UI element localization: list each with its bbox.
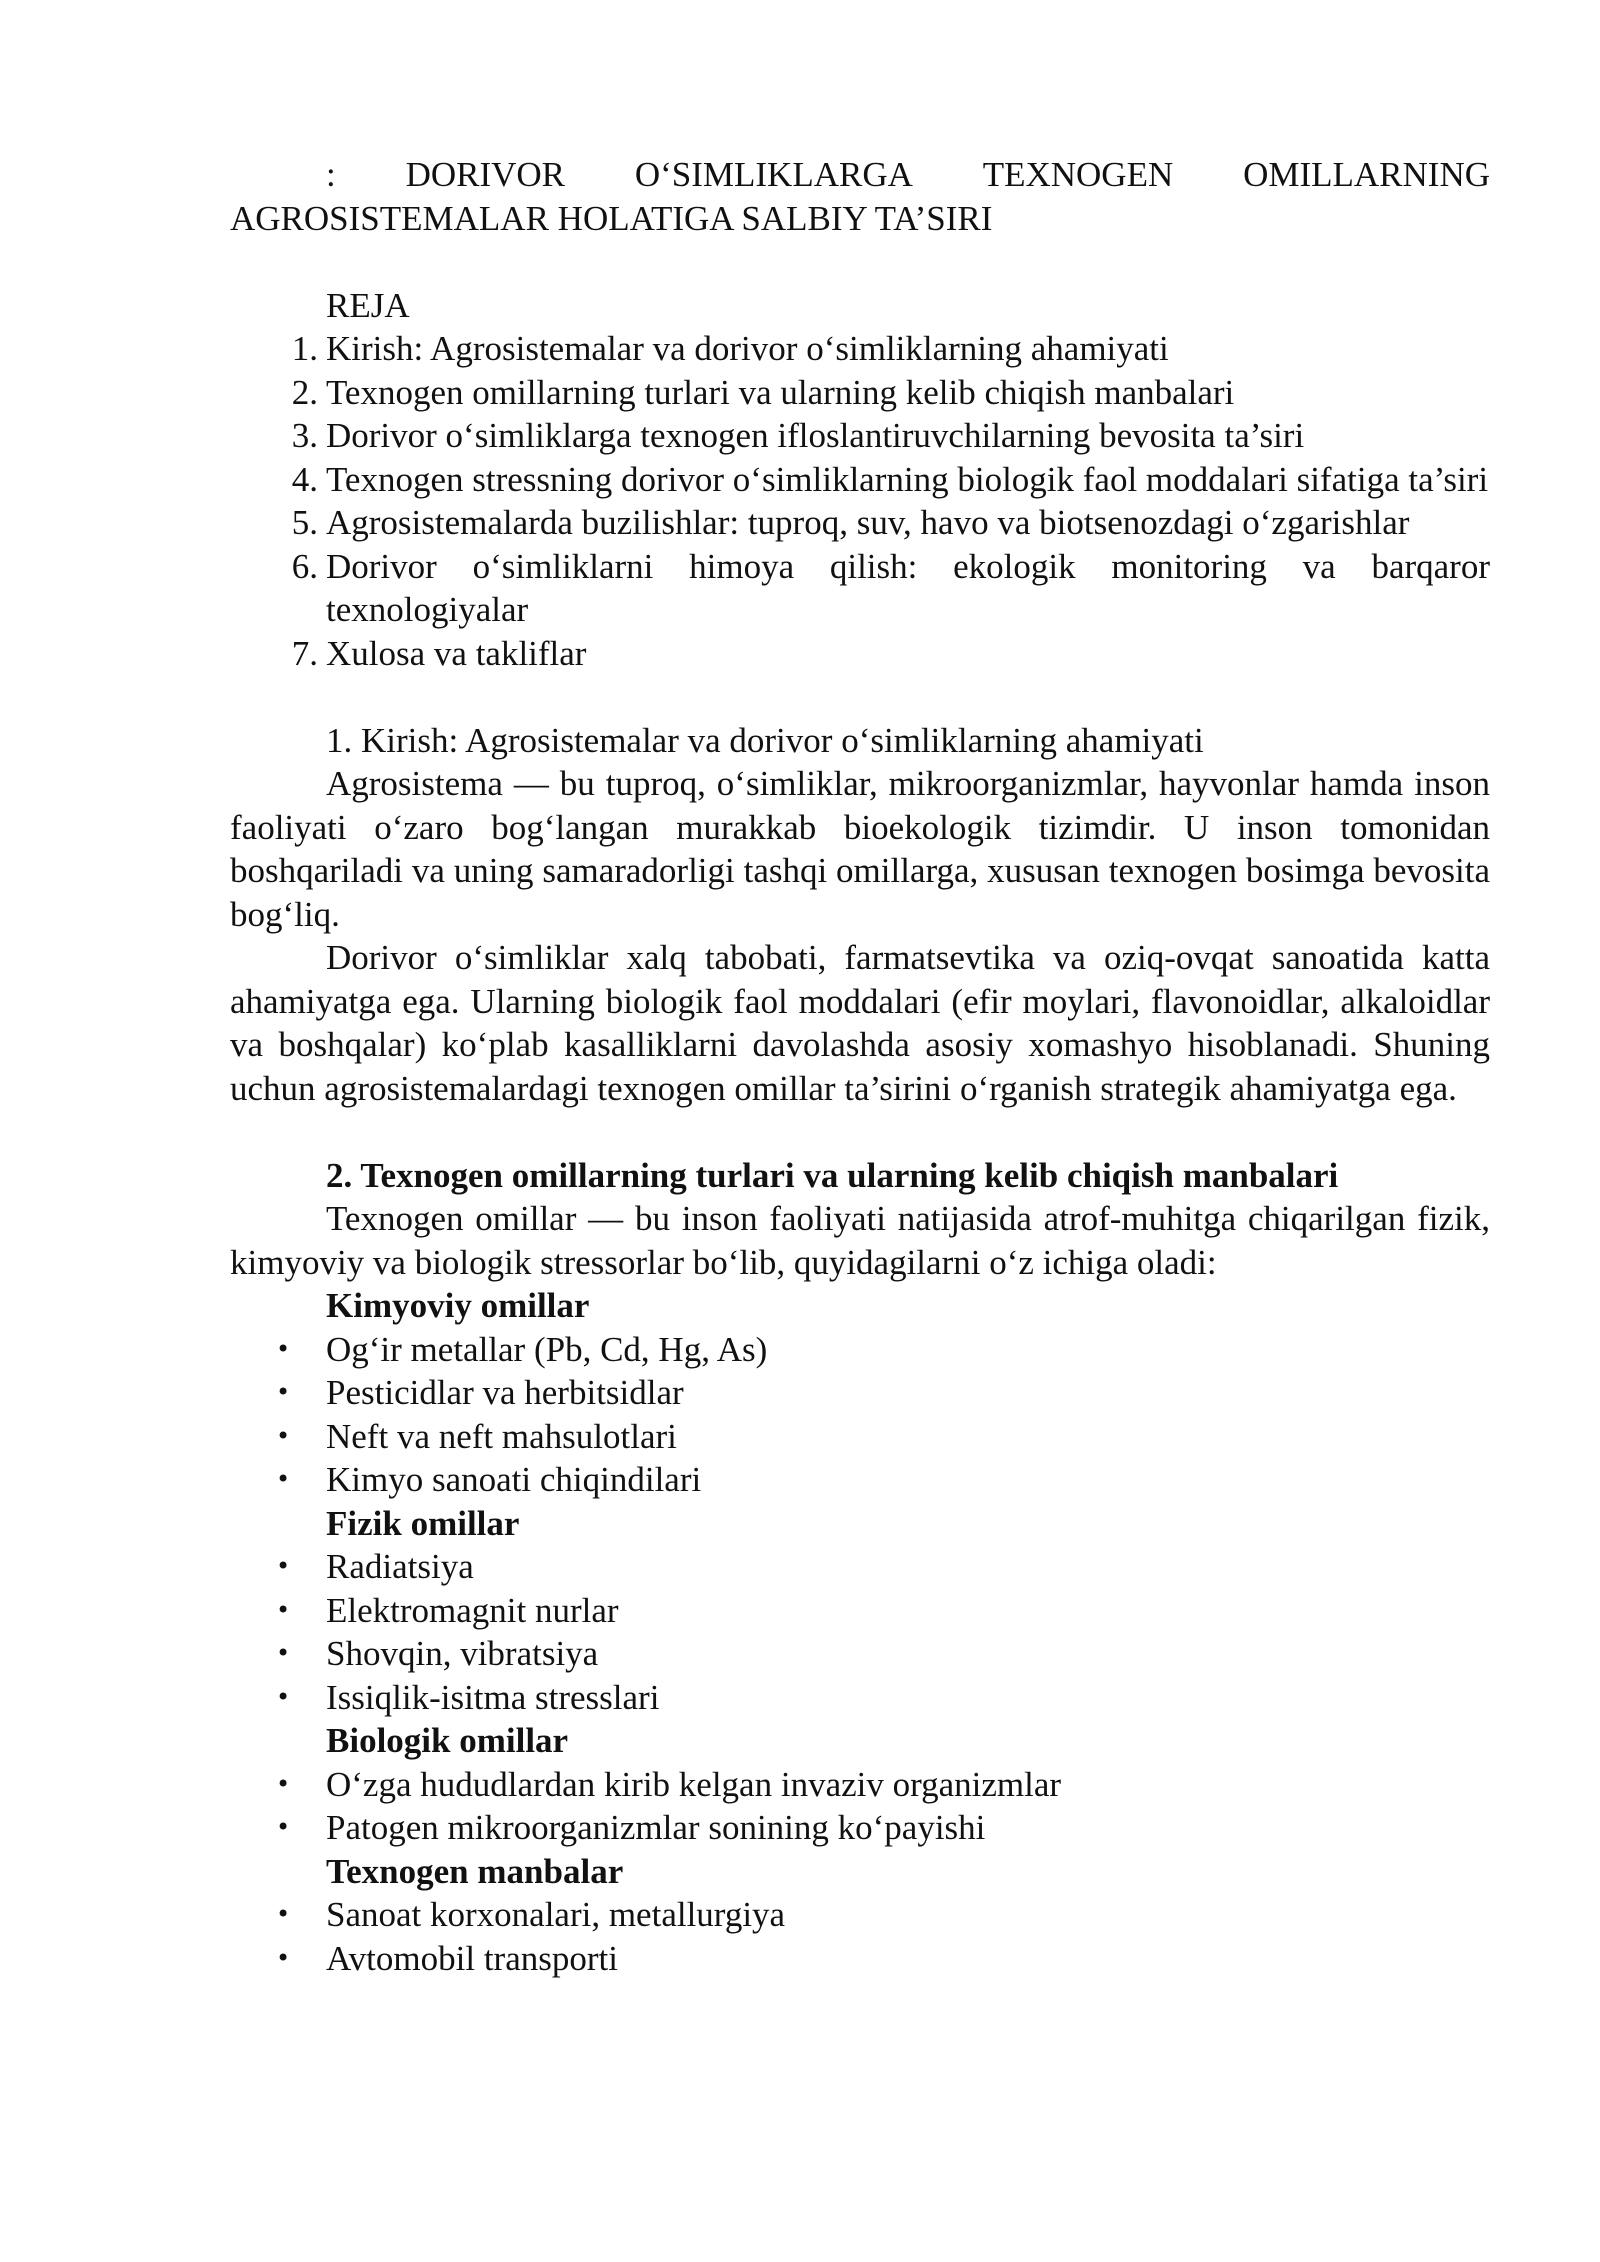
plan-item-number: 6. xyxy=(291,546,318,586)
bullet-icon: • xyxy=(276,1465,291,1493)
paragraph: Texnogen omillar — bu inson faoliyati natijasida atrof-muhitga chiqarilgan fizik, kimyoviy va biologik stressorlar bo‘lib, quyidagilarni o‘z ichiga oladi: xyxy=(230,1199,1490,1282)
bullet-list xyxy=(230,1763,1490,1850)
section-2-heading: 2. Texnogen omillarning turlari va ularning kelib chiqish manbalari xyxy=(326,1155,1339,1195)
spacer xyxy=(230,675,1490,719)
list-item-text: Sanoat korxonalari, metallurgiya xyxy=(326,1895,786,1934)
list-item-text: Neft va neft mahsulotlari xyxy=(326,1416,677,1456)
plan-item-text: Xulosa va takliflar xyxy=(326,633,587,673)
list-item xyxy=(230,1893,1490,1937)
list-item xyxy=(230,1458,1490,1502)
bullet-icon: • xyxy=(276,1378,291,1406)
plan-item-text: Dorivor o‘simliklarni himoya qilish: ekologik monitoring va barqaror texnologiyalar xyxy=(326,546,1490,629)
plan-item-text: Texnogen omillarning turlari va ularning kelib chiqish manbalari xyxy=(326,372,1235,412)
bullet-icon: • xyxy=(276,1813,291,1841)
bullet-icon: • xyxy=(276,1639,291,1667)
bullet-icon: • xyxy=(276,1682,291,1711)
plan-item xyxy=(230,414,1490,458)
list-item-text: Patogen mikroorganizmlar sonining ko‘payishi xyxy=(326,1808,986,1847)
list-item xyxy=(230,1328,1490,1372)
spacer xyxy=(230,240,1490,284)
plan-item-number: 5. xyxy=(291,503,318,542)
bullet-icon: • xyxy=(276,1943,291,1972)
bullet-icon: • xyxy=(276,1595,291,1624)
bullet-icon: • xyxy=(276,1900,291,1928)
title-word: O‘SIMLIKLARGA xyxy=(634,155,913,194)
plan-item xyxy=(230,371,1490,415)
bullet-icon: • xyxy=(276,1421,291,1450)
section-1-heading: 1. Kirish: Agrosistemalar va dorivor o‘simliklarning ahamiyati xyxy=(326,720,1204,760)
plan-item xyxy=(230,458,1490,502)
list-item xyxy=(230,1632,1490,1676)
list-item xyxy=(230,1415,1490,1459)
plan-item-number: 3. xyxy=(291,416,318,455)
title-word: TEXNOGEN xyxy=(982,155,1174,194)
group-heading: Kimyoviy omillar xyxy=(326,1286,590,1325)
list-item xyxy=(230,1589,1490,1633)
group-heading: Fizik omillar xyxy=(326,1503,520,1543)
plan-item-text: Agrosistemalarda buzilishlar: tuproq, suv, havo va biotsenozdagi o‘zgarishlar xyxy=(326,503,1410,542)
plan-item-text: Kirish: Agrosistemalar va dorivor o‘simliklarning ahamiyati xyxy=(326,329,1169,368)
list-item-text: O‘zga hududlardan kirib kelgan invaziv organizmlar xyxy=(326,1764,1062,1804)
plan-item-text: Dorivor o‘simliklarga texnogen ifloslantiruvchilarning bevosita ta’siri xyxy=(326,416,1305,455)
document-title-line-2: AGROSISTEMALAR HOLATIGA SALBIY TA’SIRI xyxy=(230,198,993,238)
bullet-list xyxy=(230,1545,1490,1719)
list-item-text: Avtomobil transporti xyxy=(326,1938,618,1978)
document-title-line-1 xyxy=(230,153,1490,197)
plan-item xyxy=(230,327,1490,371)
list-item xyxy=(230,1676,1490,1720)
plan-item-number: 7. xyxy=(291,633,318,673)
list-item-text: Elektromagnit nurlar xyxy=(326,1590,619,1630)
list-item-text: Pesticidlar va herbitsidlar xyxy=(326,1373,684,1412)
plan-item-number: 1. xyxy=(291,329,318,368)
plan-heading: REJA xyxy=(326,285,410,325)
spacer xyxy=(230,1110,1490,1154)
plan-item xyxy=(230,545,1490,632)
list-item-text: Og‘ir metallar (Pb, Cd, Hg, As) xyxy=(326,1329,768,1369)
title-word: DORIVOR xyxy=(405,155,566,194)
bullet-list xyxy=(230,1893,1490,1980)
title-word: OMILLARNING xyxy=(1243,155,1490,194)
list-item xyxy=(230,1763,1490,1807)
document-body xyxy=(230,153,1490,1980)
list-item-text: Radiatsiya xyxy=(326,1547,474,1586)
list-item xyxy=(230,1937,1490,1981)
list-item-text: Shovqin, vibratsiya xyxy=(326,1634,599,1673)
plan-list xyxy=(230,327,1490,675)
plan-item-text: Texnogen stressning dorivor o‘simliklarning biologik faol moddalari sifatiga ta’siri xyxy=(326,459,1489,499)
plan-item-number: 4. xyxy=(291,459,318,499)
title-word: : xyxy=(326,155,336,194)
bullet-list xyxy=(230,1328,1490,1502)
bullet-icon: • xyxy=(276,1552,291,1580)
bullet-icon: • xyxy=(276,1769,291,1798)
list-item xyxy=(230,1371,1490,1415)
list-item xyxy=(230,1545,1490,1589)
plan-item xyxy=(230,632,1490,676)
group-heading: Biologik omillar xyxy=(326,1721,569,1760)
bullet-icon: • xyxy=(276,1334,291,1363)
list-item xyxy=(230,1806,1490,1850)
list-item-text: Issiqlik-isitma stresslari xyxy=(326,1677,660,1717)
group-heading: Texnogen manbalar xyxy=(326,1851,624,1891)
paragraph: Agrosistema — bu tuproq, o‘simliklar, mikroorganizmlar, hayvonlar hamda inson faoliyati o‘zaro bog‘langan murakkab bioekologik tizimdir. U inson tomonidan boshqariladi va uning samaradorligi tashqi omillarga, xususan texnogen bosimga bevosita bog‘liq. xyxy=(230,764,1490,934)
plan-item xyxy=(230,501,1490,545)
list-item-text: Kimyo sanoati chiqindilari xyxy=(326,1460,702,1499)
paragraph: Dorivor o‘simliklar xalq tabobati, farmatsevtika va oziq-ovqat sanoatida katta ahamiyatga ega. Ularning biologik faol moddalari (efir moylari, flavonoidlar, alkaloidlar va boshqalar) ko‘plab kasalliklarni davolashda asosiy xomashyo hisoblanadi. Shuning uchun agrosistemalardagi texnogen omillar ta’sirini o‘rganish strategik ahamiyatga ega. xyxy=(230,938,1490,1108)
plan-item-number: 2. xyxy=(291,372,318,412)
